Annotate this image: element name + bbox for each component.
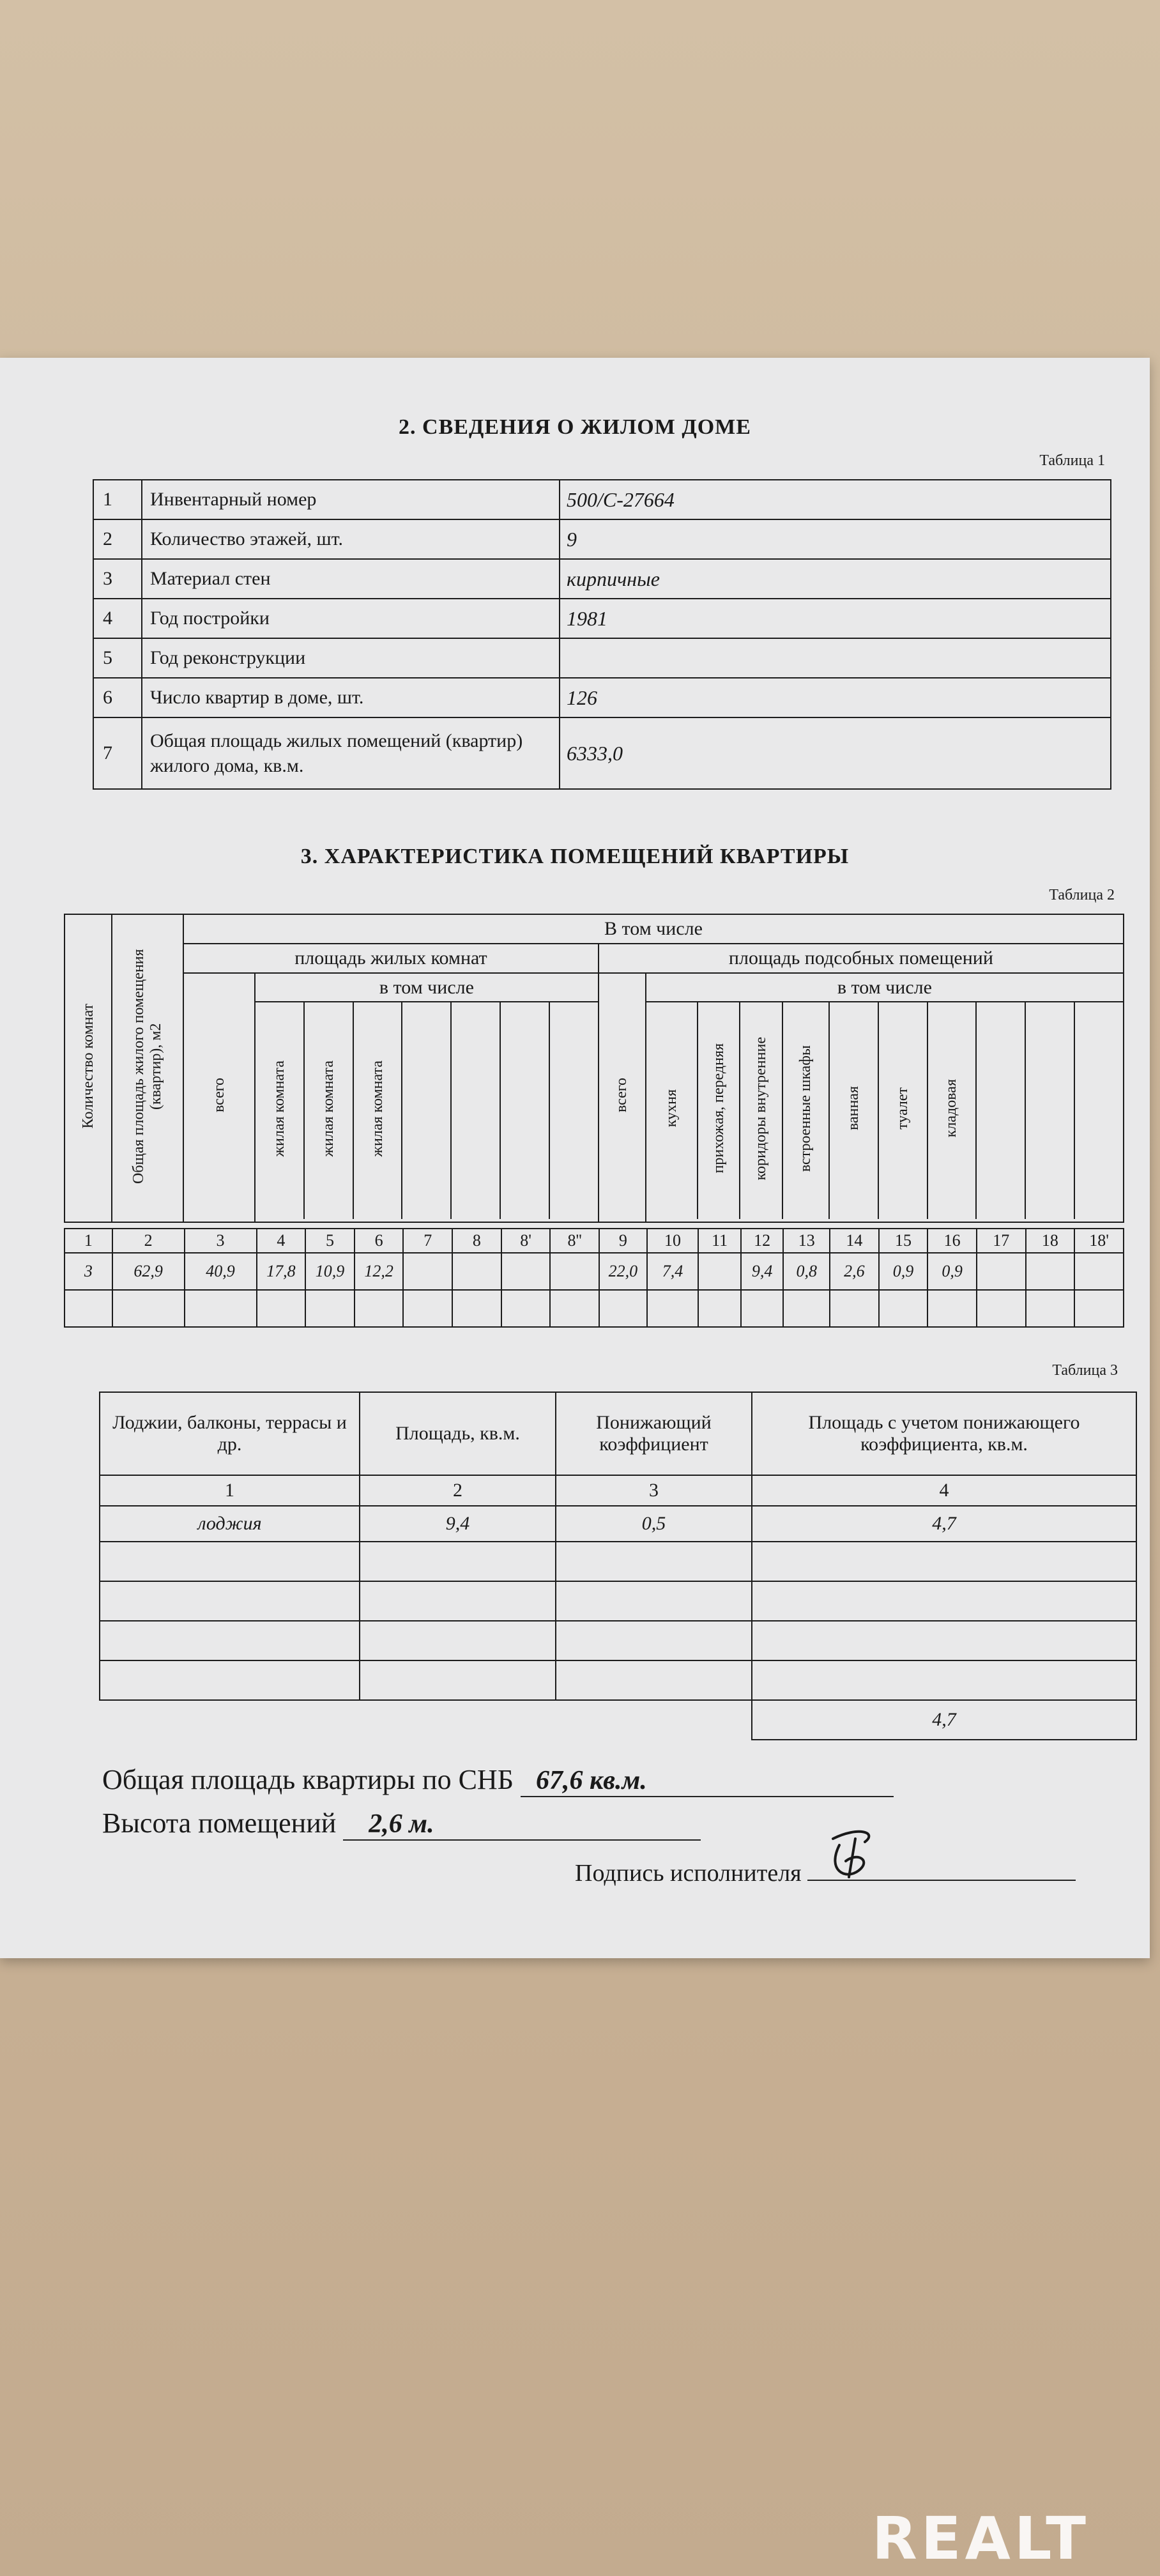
col-number: 9: [599, 1229, 647, 1253]
col-number: 5: [305, 1229, 355, 1253]
cell-value: 10,9: [305, 1253, 355, 1290]
table-row: [65, 973, 1124, 1222]
col-number: 17: [977, 1229, 1026, 1253]
row-value: 500/С-27664: [560, 480, 1111, 519]
header-corridors: коридоры внутренние: [740, 1002, 782, 1219]
table-row-data: [65, 1253, 1124, 1290]
cell-value: [698, 1253, 741, 1290]
col-number: 3: [556, 1475, 752, 1506]
cell-value: 7,4: [647, 1253, 699, 1290]
header-living: площадь жилых комнат: [183, 944, 599, 973]
cell-value: 12,2: [355, 1253, 404, 1290]
header-living-incl: в том числе: [256, 974, 598, 1002]
height-value: 2,6 м.: [343, 1809, 701, 1841]
row-value: 126: [560, 678, 1111, 717]
col-number: 12: [741, 1229, 784, 1253]
aux-subheader: [646, 973, 1124, 1222]
cell-value: [1074, 1253, 1124, 1290]
row-number: 3: [93, 559, 142, 599]
header-col8a: [500, 1002, 549, 1219]
cell-coefficient: 0,5: [556, 1506, 752, 1542]
table-row: [100, 1660, 1136, 1700]
header-total-area: Общая площадь жилого помещения (квартир), м2: [112, 914, 183, 1222]
row-number: 1: [93, 480, 142, 519]
table-row: [93, 638, 1111, 678]
row-label: Количество этажей, шт.: [142, 519, 560, 559]
height-label: Высота помещений: [102, 1807, 337, 1839]
header-col17: [976, 1002, 1025, 1219]
cell-value: [501, 1253, 551, 1290]
cell-value: 9,4: [741, 1253, 784, 1290]
cell-reduced-area: 4,7: [752, 1506, 1136, 1542]
col-number: 14: [830, 1229, 879, 1253]
table2-label: Таблица 2: [1049, 887, 1115, 903]
cell-value: [452, 1253, 501, 1290]
header-room3: жилая комната: [353, 1002, 402, 1219]
cell-value: 0,8: [783, 1253, 830, 1290]
col-number: 2: [112, 1229, 185, 1253]
col-number: 18: [1026, 1229, 1075, 1253]
header-living-all: всего: [183, 973, 255, 1222]
col-number: 11: [698, 1229, 741, 1253]
header-aux-incl: в том числе: [646, 974, 1123, 1002]
header-col18: [1025, 1002, 1074, 1219]
height-line: [102, 1807, 701, 1841]
table-row: [100, 1542, 1136, 1581]
table-row: [93, 678, 1111, 717]
section3-title: 3. ХАРАКТЕРИСТИКА ПОМЕЩЕНИЙ КВАРТИРЫ: [300, 845, 850, 868]
table-row: [65, 914, 1124, 944]
total-area-value: 67,6 кв.м.: [521, 1765, 894, 1797]
cell-total: 4,7: [752, 1700, 1136, 1740]
row-label: Год постройки: [142, 599, 560, 638]
table-row: [93, 599, 1111, 638]
cell-value: 0,9: [927, 1253, 977, 1290]
header-aux: площадь подсобных помещений: [599, 944, 1124, 973]
row-value: кирпичные: [560, 559, 1111, 599]
table-row: [100, 1475, 1136, 1506]
living-subheader: [255, 973, 599, 1222]
row-value: 9: [560, 519, 1111, 559]
row-value: [560, 638, 1111, 678]
table-row: [93, 519, 1111, 559]
table2-body: [64, 1228, 1124, 1328]
signature-blank: [807, 1858, 1076, 1881]
signature-line: [575, 1858, 1076, 1887]
table-row: [100, 1621, 1136, 1660]
col-number: 3: [185, 1229, 257, 1253]
header-hall: прихожая, передняя: [698, 1002, 740, 1219]
table1: [93, 479, 1111, 790]
row-label: Год реконструкции: [142, 638, 560, 678]
cell-value: 40,9: [185, 1253, 257, 1290]
table-row: [65, 944, 1124, 973]
row-value: 6333,0: [560, 717, 1111, 789]
col-number: 4: [752, 1475, 1136, 1506]
signature-icon: [820, 1826, 890, 1883]
col-number: 2: [360, 1475, 556, 1506]
header-col8b: [549, 1002, 598, 1219]
row-label: Материал стен: [142, 559, 560, 599]
row-number: 5: [93, 638, 142, 678]
header-bath: ванная: [829, 1002, 878, 1219]
col-number: 8'': [550, 1229, 599, 1253]
cell-value: 22,0: [599, 1253, 647, 1290]
table-row: [93, 717, 1111, 789]
header-aux-all: всего: [599, 973, 646, 1222]
table-row: [93, 559, 1111, 599]
cell-value: 62,9: [112, 1253, 185, 1290]
cell-value: 3: [65, 1253, 112, 1290]
row-value: 1981: [560, 599, 1111, 638]
col-number: 18': [1074, 1229, 1124, 1253]
cell-value: [550, 1253, 599, 1290]
cell-value: [1026, 1253, 1075, 1290]
cell-value: 17,8: [257, 1253, 306, 1290]
header-reduced-area: Площадь с учетом понижающего коэффициента, кв.м.: [752, 1392, 1136, 1475]
header-room1: жилая комната: [256, 1002, 304, 1219]
table-row-total: [100, 1700, 1136, 1740]
table2: [64, 914, 1124, 1223]
header-col18a: [1074, 1002, 1123, 1219]
document-sheet: [0, 358, 1150, 1958]
col-number: 13: [783, 1229, 830, 1253]
col-number: 8': [501, 1229, 551, 1253]
row-label: Число квартир в доме, шт.: [142, 678, 560, 717]
table-row-empty: [65, 1290, 1124, 1327]
row-label: Общая площадь жилых помещений (квартир) жилого дома, кв.м.: [142, 717, 560, 789]
header-loggias: Лоджии, балконы, террасы и др.: [100, 1392, 360, 1475]
header-wc: туалет: [878, 1002, 927, 1219]
header-col8: [451, 1002, 500, 1219]
col-number: 7: [403, 1229, 452, 1253]
table3-label: Таблица 3: [1052, 1362, 1118, 1379]
table3: [99, 1392, 1137, 1740]
realt-logo: REALT: [871, 2504, 1090, 2573]
header-rooms: Количество комнат: [65, 914, 112, 1222]
cell-value: [403, 1253, 452, 1290]
col-number: 1: [100, 1475, 360, 1506]
header-storage: кладовая: [927, 1002, 977, 1219]
signature-label: Подпись исполнителя: [575, 1860, 802, 1887]
header-col7: [402, 1002, 451, 1219]
total-area-line: [102, 1763, 894, 1797]
header-closets: встроенные шкафы: [782, 1002, 829, 1219]
cell-area: 9,4: [360, 1506, 556, 1542]
table-row: [100, 1581, 1136, 1621]
header-coefficient: Понижающий коэффициент: [556, 1392, 752, 1475]
table-row: [100, 1392, 1136, 1475]
cell-value: 2,6: [830, 1253, 879, 1290]
row-number: 7: [93, 717, 142, 789]
row-number: 2: [93, 519, 142, 559]
cell-value: 0,9: [879, 1253, 928, 1290]
col-number: 1: [65, 1229, 112, 1253]
header-including: В том числе: [183, 914, 1124, 944]
table1-label: Таблица 1: [1039, 452, 1105, 469]
col-number: 8: [452, 1229, 501, 1253]
col-number: 4: [257, 1229, 306, 1253]
section2-title: 2. СВЕДЕНИЯ О ЖИЛОМ ДОМЕ: [399, 415, 751, 439]
table-row: [100, 1506, 1136, 1542]
header-kitchen: кухня: [646, 1002, 698, 1219]
total-area-label: Общая площадь квартиры по СНБ: [102, 1764, 514, 1795]
table-row: [93, 480, 1111, 519]
col-number: 16: [927, 1229, 977, 1253]
header-area: Площадь, кв.м.: [360, 1392, 556, 1475]
col-number: 15: [879, 1229, 928, 1253]
col-number: 6: [355, 1229, 404, 1253]
cell-value: [977, 1253, 1026, 1290]
cell-type: лоджия: [100, 1506, 360, 1542]
row-label: Инвентарный номер: [142, 480, 560, 519]
table-row-numbers: [65, 1229, 1124, 1253]
col-number: 10: [647, 1229, 699, 1253]
row-number: 4: [93, 599, 142, 638]
row-number: 6: [93, 678, 142, 717]
header-room2: жилая комната: [304, 1002, 353, 1219]
